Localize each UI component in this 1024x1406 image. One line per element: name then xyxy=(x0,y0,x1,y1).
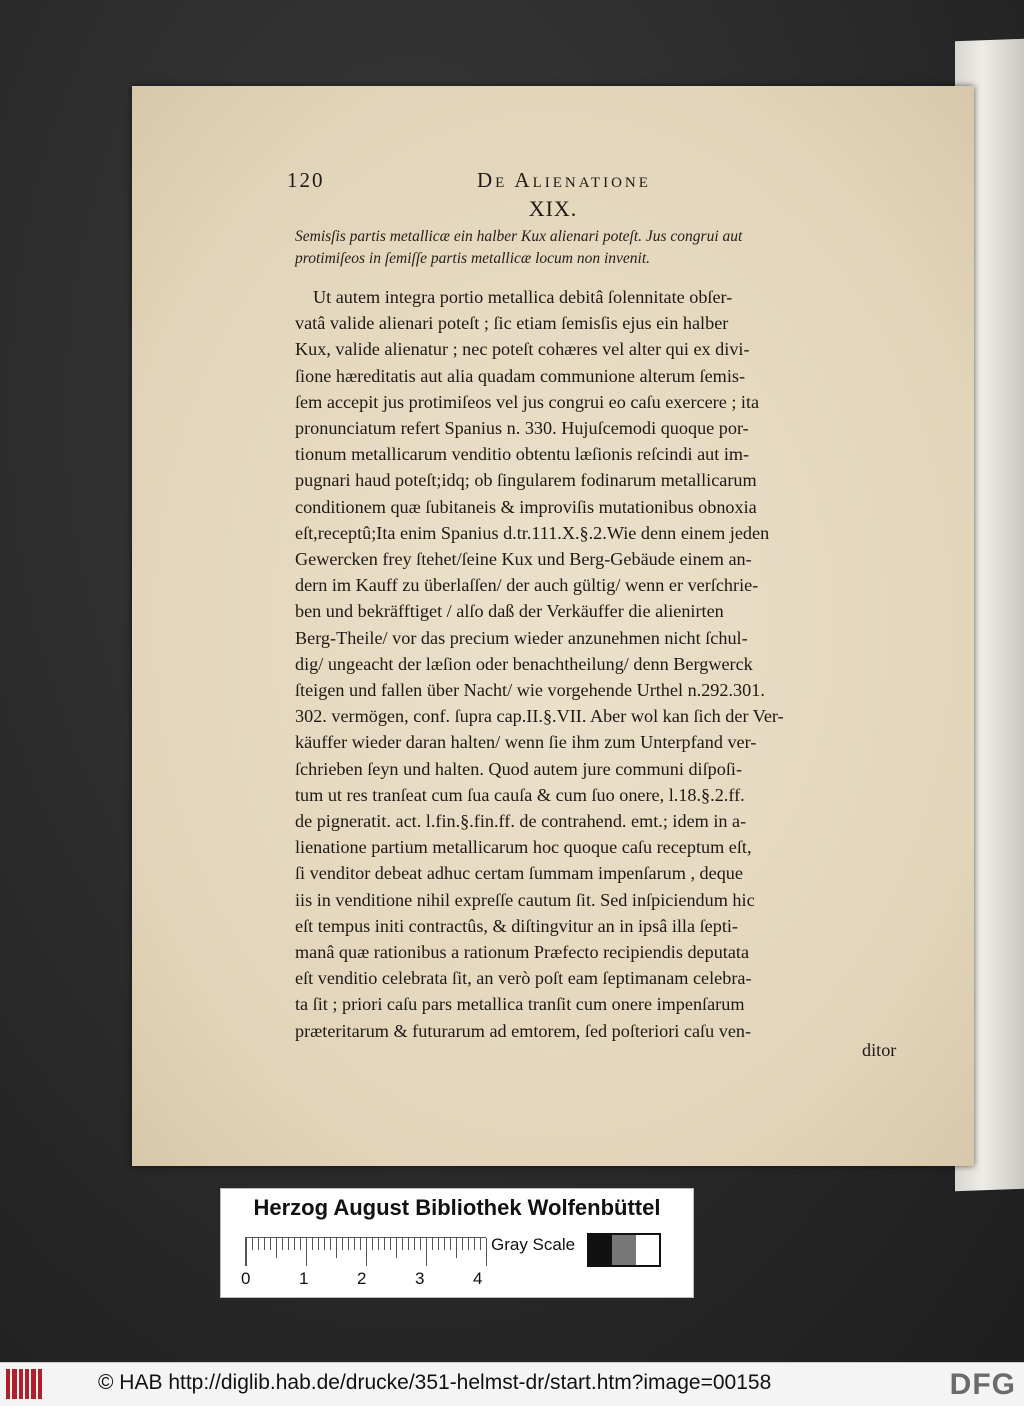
gray-scale-swatch xyxy=(587,1233,661,1267)
section-summary xyxy=(295,226,930,270)
ruler-number: 1 xyxy=(299,1269,309,1288)
ruler-number: 2 xyxy=(357,1269,367,1288)
running-head xyxy=(287,168,897,196)
ruler-tick xyxy=(354,1238,355,1250)
library-label xyxy=(220,1188,694,1298)
ruler-tick xyxy=(372,1238,373,1250)
ruler-tick xyxy=(438,1238,439,1250)
ruler-tick xyxy=(264,1238,265,1250)
ruler-tick xyxy=(408,1238,409,1250)
ruler-tick xyxy=(486,1238,487,1266)
text-line: tionum metallicarum venditio obtentu læſionis reſcindi aut im- xyxy=(295,444,750,465)
scale-ruler xyxy=(245,1237,486,1266)
footer-url[interactable]: © HAB http://diglib.hab.de/drucke/351-helmst-dr/start.htm?image=00158 xyxy=(98,1371,772,1394)
ruler-tick xyxy=(474,1238,475,1250)
text-line: conditionem quæ ſubitaneis & improviſis mutationibus obnoxia xyxy=(295,496,757,517)
ruler-tick xyxy=(444,1238,445,1250)
text-line: Berg-Theile/ vor das precium wieder anzunehmen nicht ſchul- xyxy=(295,627,748,648)
ruler-tick xyxy=(348,1238,349,1250)
text-line: pronunciatum refert Spanius n. 330. Hujuſcemodi quoque por- xyxy=(295,418,749,439)
ruler-tick xyxy=(432,1238,433,1250)
text-line: dern im Kauff zu überlaſſen/ der auch gültig/ wenn er verſchrie- xyxy=(295,575,759,596)
ruler-tick xyxy=(426,1238,427,1266)
ruler-tick xyxy=(396,1238,397,1258)
ruler-tick xyxy=(330,1238,331,1250)
text-line: Gewercken frey ſtehet/ſeine Kux und Berg-Gebäude einem an- xyxy=(295,549,752,570)
ruler-tick xyxy=(402,1238,403,1250)
hab-logo-icon xyxy=(6,1369,42,1399)
ruler-number: 4 xyxy=(473,1269,483,1288)
text-line: iis in venditione nihil expreſſe cautum ſit. Sed inſpiciendum hic xyxy=(295,889,755,910)
text-line: ta ſit ; priori caſu pars metallica tranſit cum onere impenſarum xyxy=(295,994,745,1015)
text-line: tum ut res tranſeat cum ſua cauſa & cum ſuo onere, l.18.§.2.ff. xyxy=(295,784,745,805)
ruler-tick xyxy=(312,1238,313,1250)
ruler-tick xyxy=(468,1238,469,1250)
text-line: käuffer wieder daran halten/ wenn ſie ihm zum Unterpfand ver- xyxy=(295,732,757,753)
text-line: eſt venditio celebrata ſit, an verò poſt eam ſeptimanam celebra- xyxy=(295,968,752,989)
running-title: De Alienatione xyxy=(477,168,651,192)
text-line: vatâ valide alienari poteſt ; ſic etiam ſemisſis ejus ein halber xyxy=(295,313,729,334)
text-line: ſchrieben ſeyn und halten. Quod autem jure communi diſpoſi- xyxy=(295,758,742,779)
ruler-tick xyxy=(366,1238,367,1266)
ruler-tick xyxy=(324,1238,325,1250)
text-line: præteritarum & futurarum ad emtorem, ſed poſteriori caſu ven- xyxy=(295,1020,752,1041)
ruler-tick xyxy=(270,1238,271,1250)
summary-line: Semisſis partis metallicæ ein halber Kux alienari poteſt. Jus congrui aut xyxy=(295,228,743,245)
text-line: ben und bekräfftiget / alſo daß der Verkäuffer die alienirten xyxy=(295,601,724,622)
dfg-logo: DFG xyxy=(949,1368,1016,1401)
gray-scale-label: Gray Scale xyxy=(491,1235,576,1254)
text-line: Kux, valide alienatur ; nec poteſt cohæres vel alter qui ex divi- xyxy=(295,339,750,360)
ruler-tick xyxy=(300,1238,301,1250)
text-line: Ut autem integra portio metallica debitâ ſolennitate obſer- xyxy=(313,287,733,307)
ruler-number: 3 xyxy=(415,1269,425,1288)
ruler-tick xyxy=(282,1238,283,1250)
ruler-number: 0 xyxy=(241,1269,251,1288)
ruler-numbers xyxy=(241,1269,501,1289)
text-line: dig/ ungeacht der læſion oder benachtheilung/ denn Bergwerck xyxy=(295,653,753,674)
ruler-tick xyxy=(456,1238,457,1258)
text-line: eſt,receptû;Ita enim Spanius d.tr.111.X.§.2.Wie denn einem jeden xyxy=(295,522,770,543)
book-page xyxy=(132,86,974,1166)
text-line: eſt tempus initi contractûs, & diſtingvitur an in ipsâ illa ſepti- xyxy=(295,915,738,936)
ruler-tick xyxy=(246,1238,247,1266)
ruler-tick xyxy=(306,1238,307,1266)
library-name: Herzog August Bibliothek Wolfenbüttel xyxy=(253,1195,661,1220)
ruler-tick xyxy=(378,1238,379,1250)
ruler-tick xyxy=(288,1238,289,1250)
ruler-tick xyxy=(258,1238,259,1250)
page-number: 120 xyxy=(287,168,325,192)
ruler-tick xyxy=(294,1238,295,1250)
ruler-tick xyxy=(252,1238,253,1250)
catchword: ditor xyxy=(862,1040,897,1060)
ruler-tick xyxy=(384,1238,385,1250)
ruler-tick xyxy=(390,1238,391,1250)
text-line: lienatione partium metallicarum hoc quoque caſu receptum eſt, xyxy=(295,837,752,858)
text-line: ſione hæreditatis aut alia quadam communione alterum ſemis- xyxy=(295,365,746,386)
ruler-tick xyxy=(450,1238,451,1250)
text-line: ſem accepit jus protimiſeos vel jus congrui eo caſu exercere ; ita xyxy=(295,391,760,412)
ruler-tick xyxy=(360,1238,361,1250)
text-line: manâ quæ rationibus a rationum Præfecto recipiendis deputata xyxy=(295,942,750,963)
ruler-tick xyxy=(336,1238,337,1258)
body-text xyxy=(295,284,935,1044)
text-line: pugnari haud poteſt;idq; ob ſingularem fodinarum metallicarum xyxy=(295,470,757,491)
footer-bar xyxy=(0,1362,1024,1406)
ruler-tick xyxy=(414,1238,415,1250)
text-line: ſi venditor debeat adhuc certam ſummam impenſarum , deque xyxy=(295,863,743,884)
text-line: ſteigen und fallen über Nacht/ wie vorgehende Urthel n.292.301. xyxy=(295,680,765,701)
ruler-tick xyxy=(462,1238,463,1250)
ruler-tick xyxy=(276,1238,277,1258)
ruler-tick xyxy=(342,1238,343,1250)
text-line: 302. vermögen, conf. ſupra cap.II.§.VII. Aber wol kan ſich der Ver- xyxy=(295,706,784,727)
ruler-tick xyxy=(420,1238,421,1250)
ruler-tick xyxy=(318,1238,319,1250)
text-line: de pigneratit. act. l.fin.§.fin.ff. de contrahend. emt.; idem in a- xyxy=(295,811,747,832)
ruler-tick xyxy=(480,1238,481,1250)
summary-line: protimiſeos in ſemiſſe partis metallicæ locum non invenit. xyxy=(295,250,651,267)
section-number: XIX. xyxy=(528,196,578,221)
